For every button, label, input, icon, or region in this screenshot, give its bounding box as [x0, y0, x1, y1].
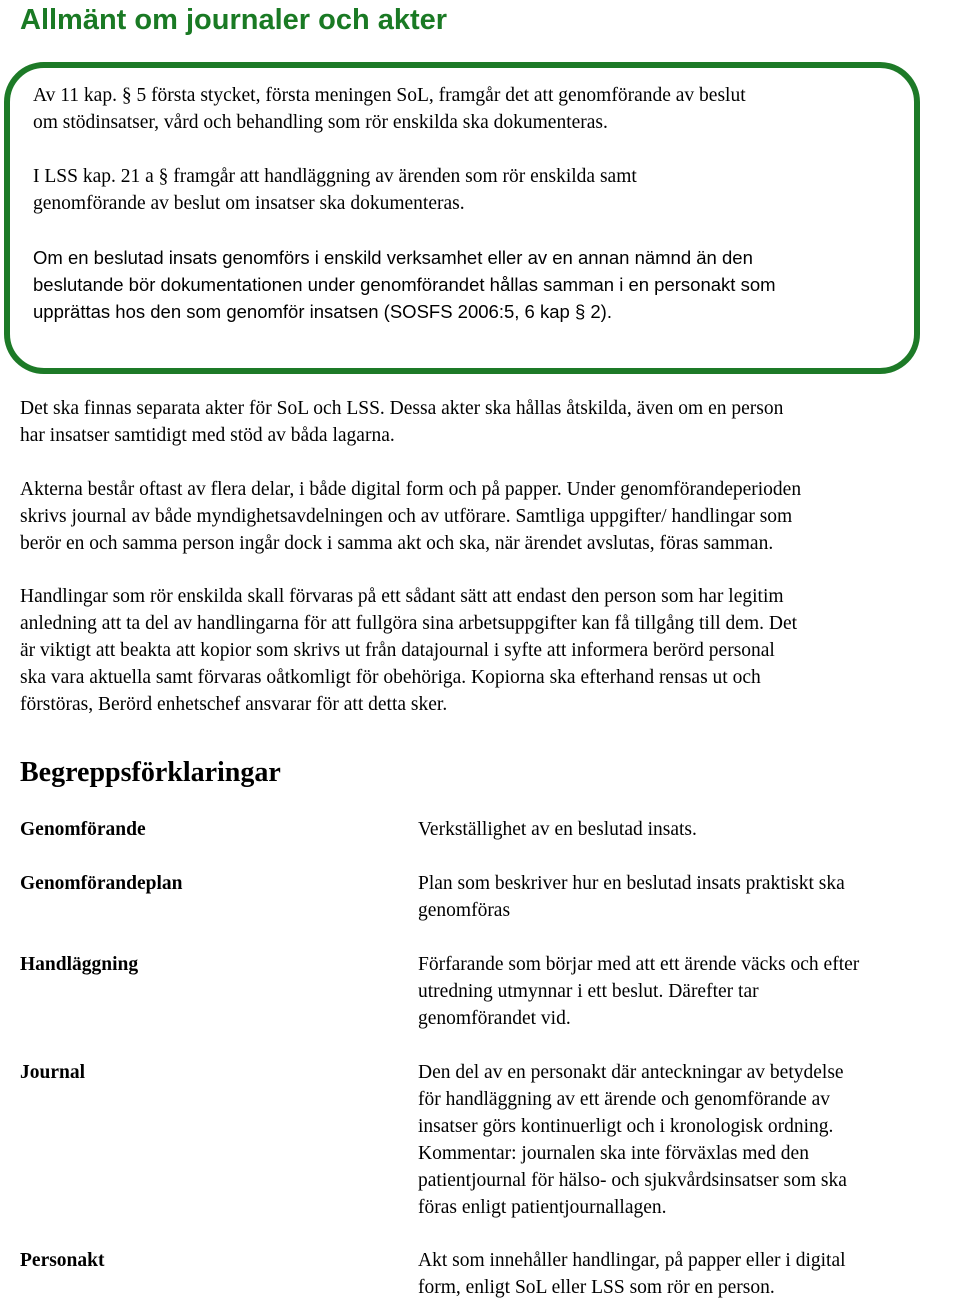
text-line: Verkställighet av en beslutad insats. [418, 819, 697, 840]
text-line: I LSS kap. 21 a § framgår att handläggning av ärenden som rör enskilda samt [33, 166, 637, 187]
glossary-definition [418, 951, 859, 1032]
paragraph-record-parts [20, 476, 801, 557]
paragraph-storage [20, 583, 797, 718]
text-line: genomförandet vid. [418, 1008, 571, 1029]
callout-paragraph-sosfs [33, 244, 776, 325]
callout-paragraph-sol [33, 82, 746, 136]
text-line: Kommentar: journalen ska inte förväxlas med den [418, 1143, 809, 1164]
text-line: Plan som beskriver hur en beslutad insats praktiskt ska [418, 873, 845, 894]
glossary-term: Personakt [20, 1250, 105, 1271]
text-line: Om en beslutad insats genomförs i enskild verksamhet eller av en annan nämnd än den [33, 247, 753, 268]
text-line: skrivs journal av både myndighetsavdelningen och av utförare. Samtliga uppgifter/ handlingar som [20, 506, 793, 527]
callout-paragraph-lss [33, 163, 637, 217]
text-line: om stödinsatser, vård och behandling som rör enskilda ska dokumenteras. [33, 112, 608, 133]
glossary-term: Genomförandeplan [20, 873, 183, 894]
text-line: Akterna består oftast av flera delar, i både digital form och på papper. Under genomförandeperioden [20, 479, 802, 500]
text-line: anledning att ta del av handlingarna för att fullgöra sina arbetsuppgifter kan få tillgång till dem. Det [20, 613, 798, 634]
glossary-definition [418, 1247, 846, 1301]
glossary-heading: Begreppsförklaringar [20, 757, 281, 788]
glossary-definition [418, 1059, 847, 1221]
text-line: är viktigt att beakta att kopior som skrivs ut från datajournal i syfte att informera berörd personal [20, 640, 775, 661]
text-line: har insatser samtidigt med stöd av båda lagarna. [20, 425, 395, 446]
glossary-definition [418, 870, 845, 924]
paragraph-separate-records [20, 395, 783, 449]
page-title: Allmänt om journaler och akter [20, 4, 448, 36]
text-line: genomföras [418, 900, 511, 921]
text-line: patientjournal för hälso- och sjukvårdsinsatser som ska [418, 1170, 847, 1191]
text-line: beslutande bör dokumentationen under genomförandet hållas samman i en personakt som [33, 274, 776, 295]
text-line: form, enligt SoL eller LSS som rör en person. [418, 1277, 775, 1298]
text-line: utredning utmynnar i ett beslut. Därefter tar [418, 981, 759, 1002]
text-line: Den del av en personakt där anteckningar av betydelse [418, 1062, 844, 1083]
text-line: Akt som innehåller handlingar, på papper eller i digital [418, 1250, 846, 1271]
text-line: upprättas hos den som genomför insatsen (SOSFS 2006:5, 6 kap § 2). [33, 301, 612, 322]
glossary-definition [418, 816, 697, 843]
glossary-term: Handläggning [20, 954, 139, 975]
text-line: ska vara aktuella samt förvaras oåtkomligt för obehöriga. Kopiorna ska efterhand rensas ut och [20, 667, 761, 688]
glossary-term: Journal [20, 1062, 86, 1083]
text-line: föras enligt patientjournallagen. [418, 1197, 667, 1218]
text-line: genomförande av beslut om insatser ska dokumenteras. [33, 193, 465, 214]
glossary-term: Genomförande [20, 819, 146, 840]
text-line: Det ska finnas separata akter för SoL och LSS. Dessa akter ska hållas åtskilda, även om en person [20, 398, 784, 419]
text-line: insatser görs kontinuerligt och i kronologisk ordning. [418, 1116, 834, 1137]
text-line: berör en och samma person ingår dock i samma akt och ska, när ärendet avslutas, föras samman. [20, 533, 774, 554]
text-line: Förfarande som börjar med att ett ärende väcks och efter [418, 954, 860, 975]
text-line: Handlingar som rör enskilda skall förvaras på ett sådant sätt att endast den person som har legitim [20, 586, 784, 607]
text-line: Av 11 kap. § 5 första stycket, första meningen SoL, framgår det att genomförande av beslut [33, 85, 746, 106]
text-line: för handläggning av ett ärende och genomförande av [418, 1089, 831, 1110]
text-line: förstöras, Berörd enhetschef ansvarar för att detta sker. [20, 694, 448, 715]
